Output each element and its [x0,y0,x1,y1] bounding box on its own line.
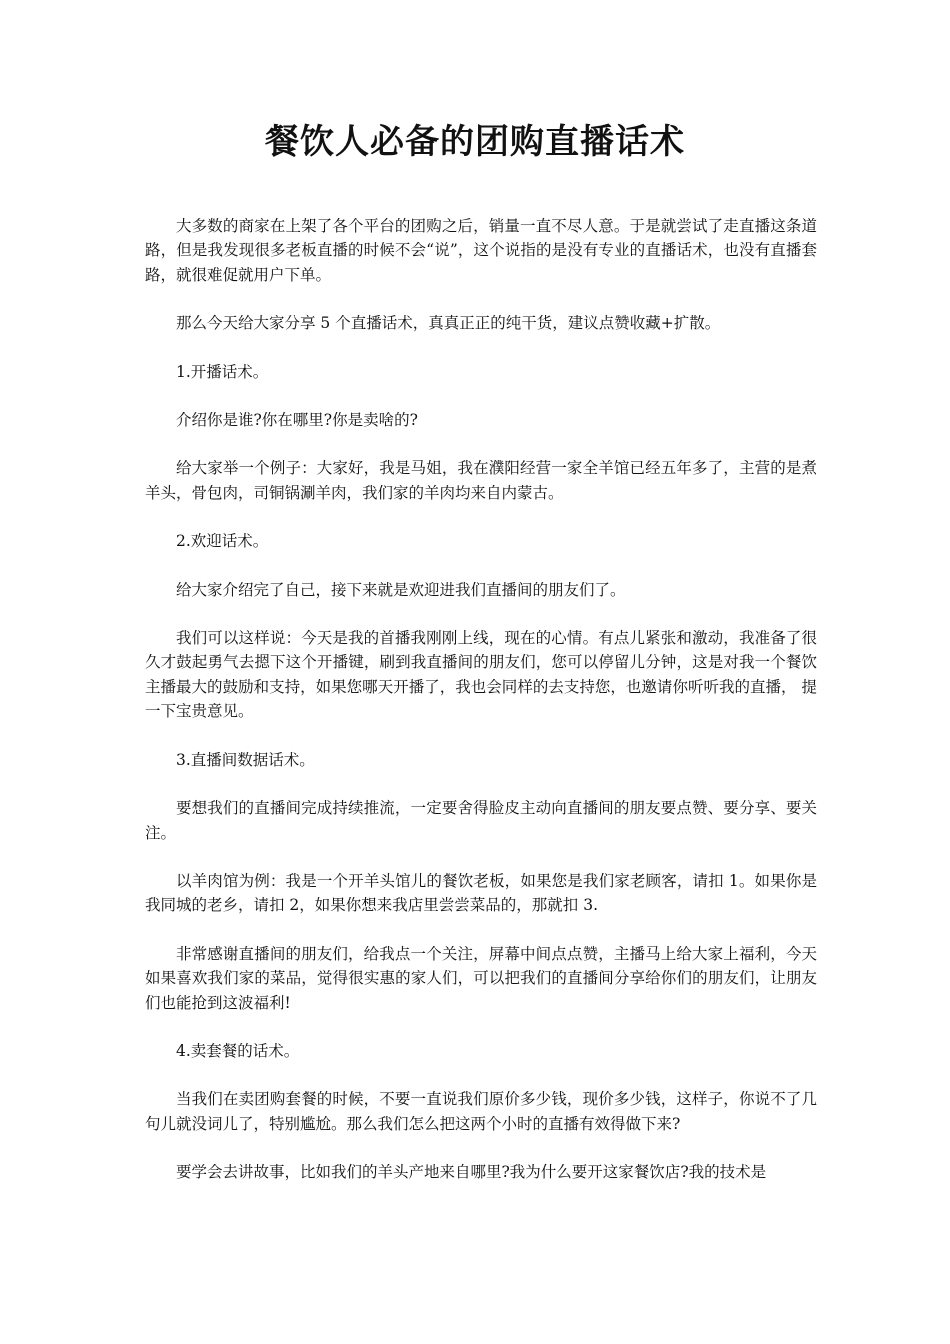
paragraph-share: 那么今天给大家分享 5 个直播话术，真真正正的纯干货，建议点赞收藏+扩散。 [176,314,721,333]
document-title: 餐饮人必备的团购直播话术 [265,122,685,162]
paragraph-introduce-yourself: 介绍你是谁?你在哪里?你是卖啥的? [176,411,418,430]
paragraph-data-push: 要想我们的直播间完成持续推流，一定要舍得脸皮主动向直播间的朋友要点赞、要分享、要关注。 [145,799,817,842]
paragraph-intro: 大多数的商家在上架了各个平台的团购之后，销量一直不尽人意。于是就尝试了走直播这条道路，但是我发现很多老板直播的时候不会“说”，这个说指的是没有专业的直播话术，也没有直播套路，就很难促就用户下单。 [145,217,817,284]
paragraph-storytelling: 要学会去讲故事，比如我们的羊头产地来自哪里?我为什么要开这家餐饮店?我的技术是 [176,1163,767,1182]
heading-package-script: 4.卖套餐的话术。 [176,1041,300,1060]
heading-welcome-script: 2.欢迎话术。 [176,532,269,551]
paragraph-example: 给大家举一个例子：大家好，我是马姐，我在濮阳经营一家全羊馆已经五年多了，主营的是煮羊头，骨包肉，司铜锅涮羊肉，我们家的羊肉均来自内蒙古。 [145,459,817,502]
heading-opening-script: 1.开播话术。 [176,362,269,381]
paragraph-welcome-transition: 给大家介绍完了自己，接下来就是欢迎进我们直播间的朋友们了。 [176,580,626,599]
paragraph-welcome-example: 我们可以这样说：今天是我的首播我刚刚上线，现在的心情。有点儿紧张和激动，我准备了很久才鼓起勇气去摁下这个开播键，刷到我直播间的朋友们，您可以停留儿分钟，这是对我一个餐饮主播最大的鼓励和支持，如果您哪天开播了，我也会同样的去支持您，也邀请你听听我的直播， 提一下宝贵意见。 [145,629,817,721]
paragraph-package-tip: 当我们在卖团购套餐的时候，不要一直说我们原价多少钱，现价多少钱，这样子，你说不了几句儿就没词儿了，特别尴尬。那么我们怎么把这两个小时的直播有效得做下来? [145,1090,817,1133]
paragraph-data-example: 以羊肉馆为例：我是一个开羊头馆儿的餐饮老板，如果您是我们家老顾客，请扣 1。如果你是我同城的老乡，请扣 2，如果你想来我店里尝尝菜品的，那就扣 3. [145,871,817,915]
document-body [145,214,817,1209]
paragraph-thanks: 非常感谢直播间的朋友们，给我点一个关注，屏幕中间点点赞，主播马上给大家上福利，今天如果喜欢我们家的菜品，觉得很实惠的家人们，可以把我们的直播间分享给你们的朋友们，让朋友们也能抢到这波福利! [145,944,817,1012]
heading-data-script: 3.直播间数据话术。 [176,750,315,769]
